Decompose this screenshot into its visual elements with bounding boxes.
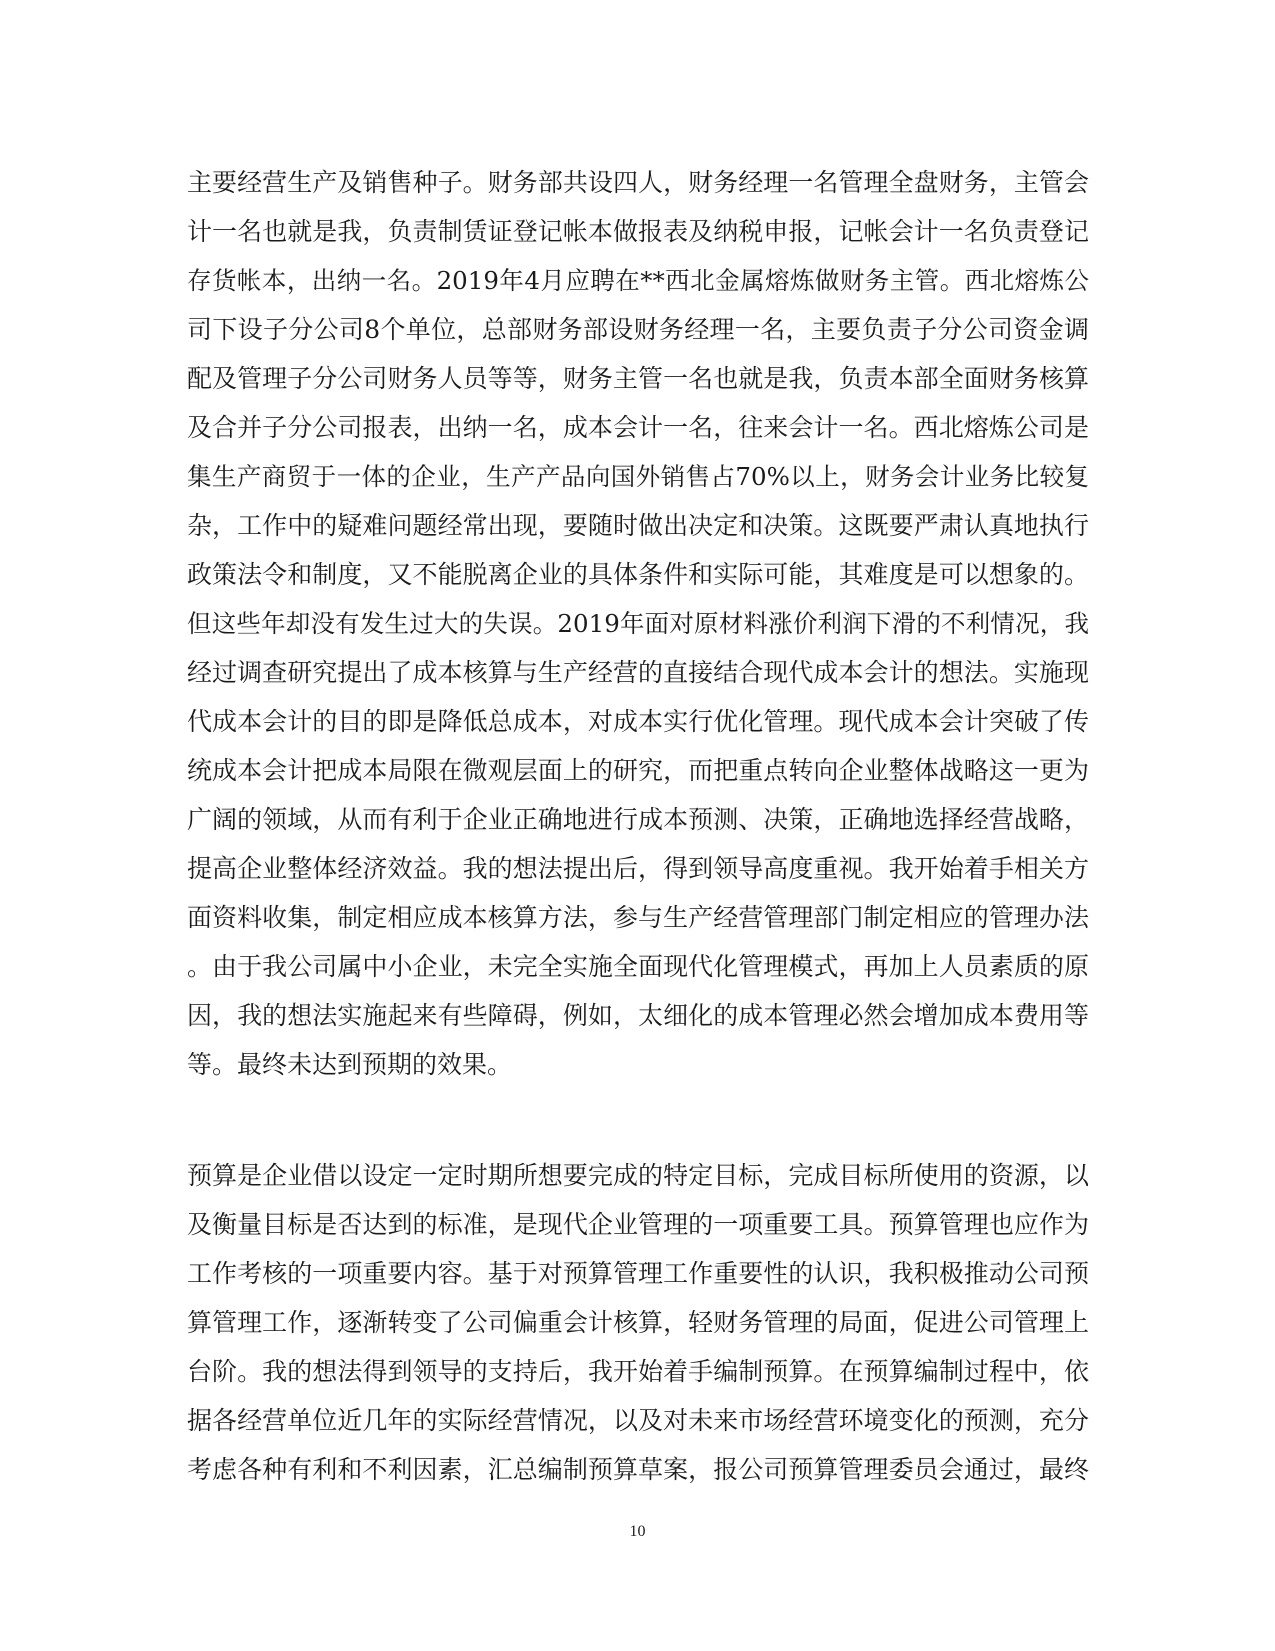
- text-line: 政策法令和制度，又不能脱离企业的具体条件和实际可能，其难度是可以想象的。: [187, 560, 1089, 589]
- text-line: 经过调查研究提出了成本核算与生产经营的直接结合现代成本会计的想法。实施现: [187, 658, 1089, 687]
- text-line: 集生产商贸于一体的企业，生产产品向国外销售占70%以上，财务会计业务比较复: [187, 462, 1089, 491]
- text-line: 提高企业整体经济效益。我的想法提出后，得到领导高度重视。我开始着手相关方: [187, 854, 1089, 883]
- text-line: 代成本会计的目的即是降低总成本，对成本实行优化管理。现代成本会计突破了传: [187, 707, 1089, 736]
- text-line: 因，我的想法实施起来有些障碍，例如，太细化的成本管理必然会增加成本费用等: [187, 1001, 1089, 1030]
- text-line: 杂，工作中的疑难问题经常出现，要随时做出决定和决策。这既要严肃认真地执行: [187, 511, 1089, 540]
- text-line: 算管理工作，逐渐转变了公司偏重会计核算，轻财务管理的局面，促进公司管理上: [187, 1308, 1089, 1337]
- text-line: 台阶。我的想法得到领导的支持后，我开始着手编制预算。在预算编制过程中，依: [187, 1357, 1089, 1386]
- text-line: 司下设子分公司8个单位，总部财务部设财务经理一名，主要负责子分公司资金调: [187, 315, 1089, 344]
- text-line: 但这些年却没有发生过大的失误。2019年面对原材料涨价利润下滑的不利情况，我: [187, 609, 1089, 638]
- body-text: [187, 158, 1089, 1494]
- text-line: 面资料收集，制定相应成本核算方法，参与生产经营管理部门制定相应的管理办法: [187, 903, 1089, 932]
- text-line: 主要经营生产及销售种子。财务部共设四人，财务经理一名管理全盘财务，主管会: [187, 168, 1089, 197]
- paragraph-cost-accounting: [187, 158, 1089, 1089]
- text-line: 工作考核的一项重要内容。基于对预算管理工作重要性的认识，我积极推动公司预: [187, 1259, 1089, 1288]
- text-line: 存货帐本，出纳一名。2019年4月应聘在**西北金属熔炼做财务主管。西北熔炼公: [187, 266, 1089, 295]
- text-line: 配及管理子分公司财务人员等等，财务主管一名也就是我，负责本部全面财务核算: [187, 364, 1089, 393]
- text-line: 统成本会计把成本局限在微观层面上的研究，而把重点转向企业整体战略这一更为: [187, 756, 1089, 785]
- page-number: 10: [629, 1523, 646, 1540]
- paragraph-spacer: [187, 1089, 1089, 1151]
- text-line: 。由于我公司属中小企业，未完全实施全面现代化管理模式，再加上人员素质的原: [187, 952, 1089, 981]
- text-line: 计一名也就是我，负责制赁证登记帐本做报表及纳税申报，记帐会计一名负责登记: [187, 217, 1089, 246]
- paragraph-budget-management: [187, 1151, 1089, 1494]
- text-line: 广阔的领域，从而有利于企业正确地进行成本预测、决策，正确地选择经营战略，: [187, 805, 1089, 834]
- text-line: 及衡量目标是否达到的标准，是现代企业管理的一项重要工具。预算管理也应作为: [187, 1210, 1089, 1239]
- text-line: 预算是企业借以设定一定时期所想要完成的特定目标，完成目标所使用的资源，以: [187, 1161, 1089, 1190]
- text-line: 考虑各种有利和不利因素，汇总编制预算草案，报公司预算管理委员会通过，最终: [187, 1455, 1089, 1484]
- text-line: 及合并子分公司报表，出纳一名，成本会计一名，往来会计一名。西北熔炼公司是: [187, 413, 1089, 442]
- text-line: 据各经营单位近几年的实际经营情况，以及对未来市场经营环境变化的预测，充分: [187, 1406, 1089, 1435]
- text-line: 等。最终未达到预期的效果。: [187, 1050, 513, 1079]
